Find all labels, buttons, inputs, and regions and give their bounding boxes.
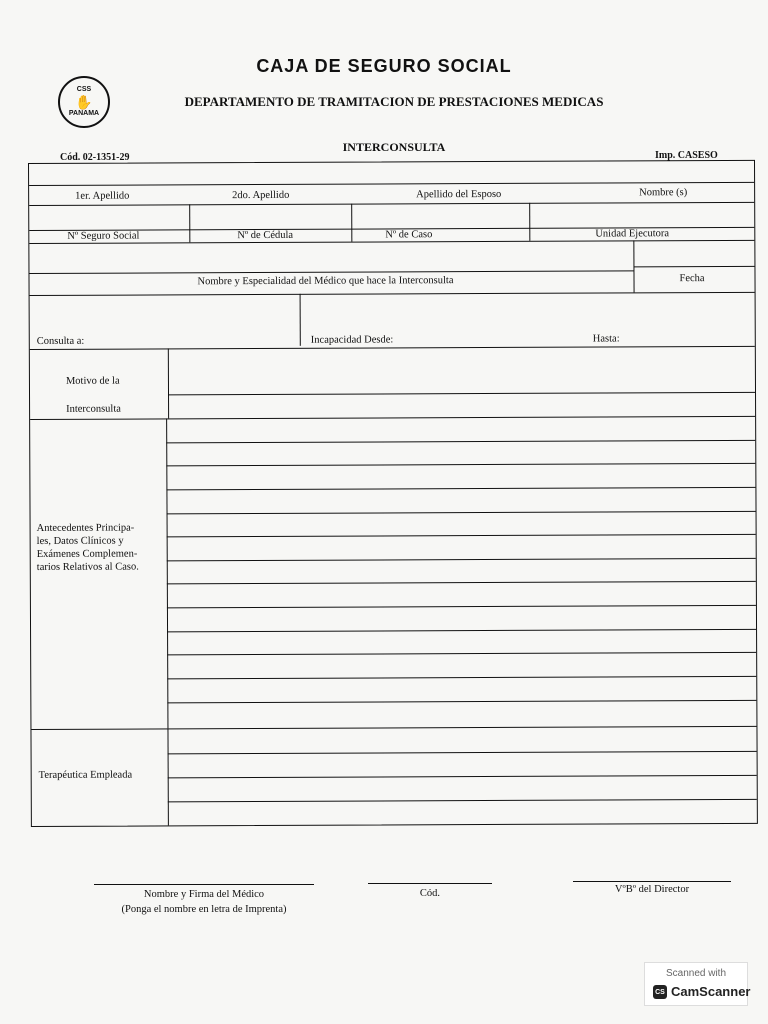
director-signature-label: VºBº del Director (614, 884, 690, 895)
label-date: Fecha (679, 273, 705, 285)
line (189, 204, 190, 242)
line (167, 652, 756, 656)
line (29, 202, 754, 206)
line (168, 392, 755, 396)
label-reason-2: Interconsulta (66, 403, 121, 415)
signature-line-code (368, 883, 492, 884)
label-second-surname: 2do. Apellido (232, 189, 290, 202)
line (351, 204, 352, 242)
label-social-security: Nº Seguro Social (67, 230, 140, 242)
line (167, 676, 756, 680)
label-case-number: Nº de Caso (385, 229, 433, 241)
line (29, 182, 754, 186)
line (168, 348, 169, 418)
form-code: Cód. 02-1351-29 (60, 152, 130, 163)
line (166, 463, 755, 467)
line (633, 266, 754, 268)
line (300, 294, 301, 346)
line (29, 270, 633, 274)
line (30, 292, 755, 296)
signature-line-doctor (94, 884, 314, 885)
line (166, 487, 755, 491)
signature-line-director (573, 881, 731, 882)
background-line: Exámenes Complemen- (36, 548, 138, 560)
label-first-surname: 1er. Apellido (75, 190, 130, 202)
doctor-signature-label: Nombre y Firma del Médico (143, 889, 265, 900)
logo-hands-icon: ✋ (75, 94, 93, 110)
background-line: tarios Relativos al Caso. (36, 561, 139, 573)
line (31, 726, 756, 730)
label-consult-to: Consulta a: (36, 335, 85, 347)
logo-text-top: CSS (76, 86, 92, 93)
line (167, 605, 756, 609)
printer-code: Imp. CASESO (655, 150, 718, 161)
line (30, 346, 755, 350)
line (167, 558, 756, 562)
label-executing-unit: Unidad Ejecutora (595, 228, 670, 240)
line (168, 799, 757, 803)
line (168, 751, 757, 755)
camscanner-icon: CS (653, 985, 667, 999)
line (30, 416, 755, 420)
institution-title: CAJA DE SEGURO SOCIAL (256, 56, 512, 76)
label-background (37, 522, 139, 574)
label-id-number: Nº de Cédula (237, 229, 294, 242)
form-title: INTERCONSULTA (342, 140, 446, 154)
line (529, 203, 530, 241)
line (167, 629, 756, 633)
label-reason-1: Motivo de la (65, 375, 120, 387)
line (166, 440, 755, 444)
line (167, 581, 756, 585)
background-line: Antecedentes Principa- (36, 522, 135, 534)
label-therapy: Terapéutica Empleada (38, 769, 133, 781)
doctor-signature-note: (Ponga el nombre en letra de Imprenta) (121, 904, 287, 915)
scanned-with-text: Scanned with (665, 968, 727, 979)
code-signature-label: Cód. (419, 888, 441, 899)
label-incapacity-from: Incapacidad Desde: (310, 334, 394, 346)
logo-text-bottom: PANAMA (68, 110, 100, 117)
line (167, 511, 756, 515)
label-requesting-doctor: Nombre y Especialidad del Médico que hace la Interconsulta (197, 275, 454, 288)
camscanner-watermark (644, 962, 751, 1006)
line (167, 700, 756, 704)
label-until: Hasta: (592, 333, 620, 345)
line (168, 775, 757, 779)
interconsulta-form (28, 160, 758, 827)
line (167, 534, 756, 538)
label-names: Nombre (s) (639, 187, 688, 199)
camscanner-name: CamScanner (671, 984, 751, 999)
department-title: DEPARTAMENTO DE TRAMITACION DE PRESTACIONES MEDICAS (184, 94, 604, 109)
label-spouse-surname: Apellido del Esposo (416, 188, 502, 201)
background-line: les, Datos Clínicos y (36, 535, 124, 547)
